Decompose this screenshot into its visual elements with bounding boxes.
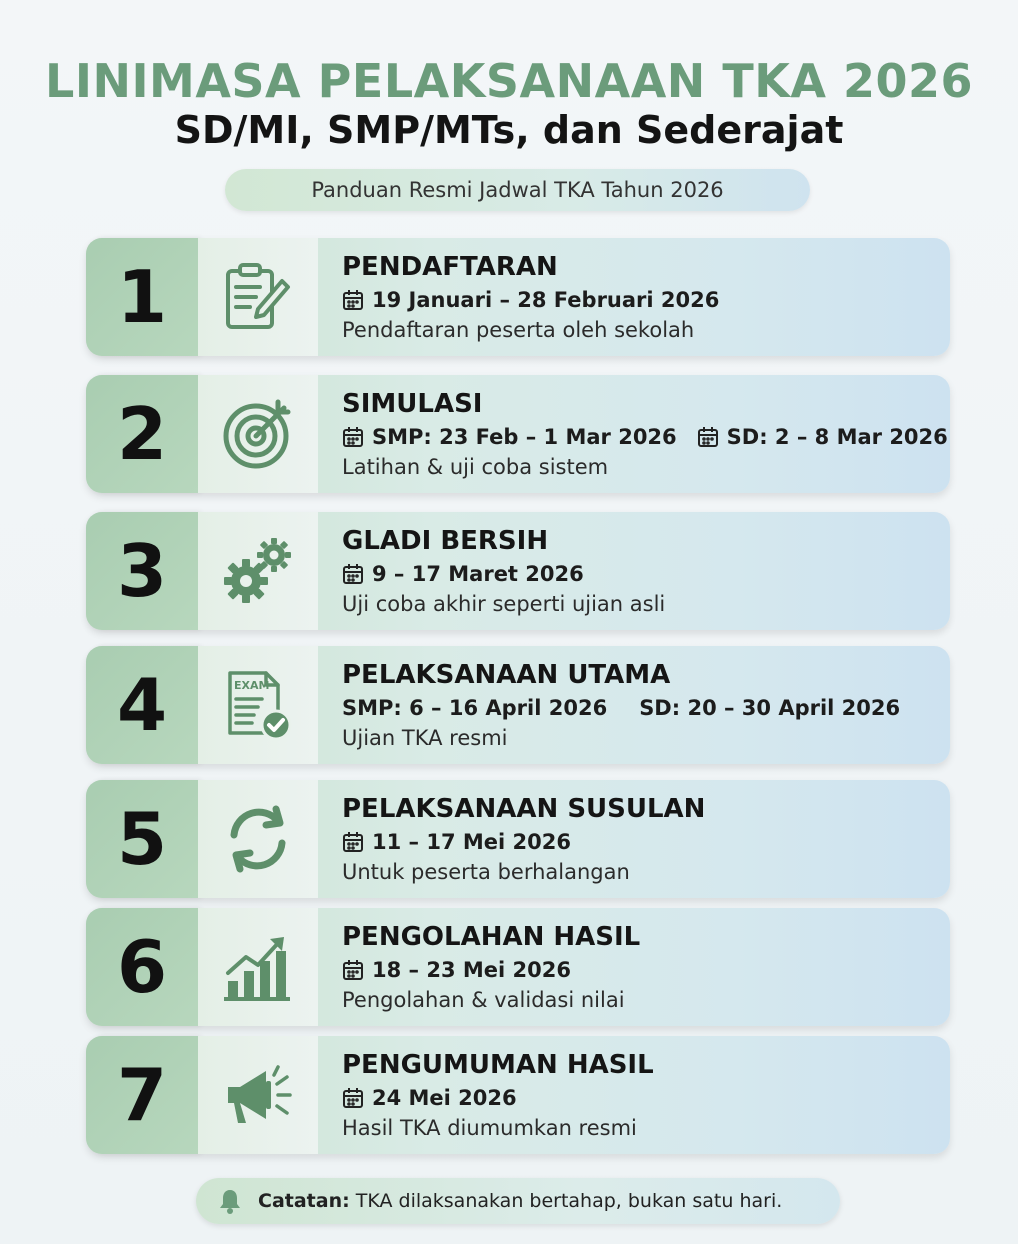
timeline-step-1 [86, 238, 950, 358]
step-number: 1 [116, 255, 168, 339]
step-number-box [86, 646, 198, 764]
clipboard-pen-icon [220, 259, 296, 335]
step-description: Hasil TKA diumumkan resmi [342, 1116, 637, 1140]
step-number: 4 [116, 663, 168, 747]
step-date-text: 9 – 17 Maret 2026 [372, 562, 584, 586]
step-date [342, 288, 719, 312]
step-description: Uji coba akhir seperti ujian asli [342, 592, 666, 616]
tagline-pill: Panduan Resmi Jadwal TKA Tahun 2026 [225, 169, 810, 211]
step-title: PELAKSANAAN UTAMA [342, 660, 671, 690]
step-title: PENDAFTARAN [342, 252, 558, 282]
step-number-box [86, 1036, 198, 1154]
step-date-text: SMP: 6 – 16 April 2026 [342, 696, 608, 720]
step-title: GLADI BERSIH [342, 526, 549, 556]
step-description: Pendaftaran peserta oleh sekolah [342, 318, 695, 342]
timeline-step-5 [86, 780, 950, 900]
step-number-box [86, 238, 198, 356]
target-icon [220, 396, 296, 472]
step-date [342, 1086, 517, 1110]
step-number-box [86, 908, 198, 1026]
timeline-step-2 [86, 375, 950, 495]
step-date [342, 696, 900, 720]
step-number-box [86, 780, 198, 898]
exam-icon [220, 667, 296, 743]
step-date-text: 11 – 17 Mei 2026 [372, 830, 571, 854]
step-date-text: SMP: 23 Feb – 1 Mar 2026 [372, 425, 677, 449]
megaphone-icon [220, 1057, 296, 1133]
page-subtitle: SD/MI, SMP/MTs, dan Sederajat [174, 108, 844, 152]
step-date-text: 18 – 23 Mei 2026 [372, 958, 571, 982]
step-title: SIMULASI [342, 389, 483, 419]
page-title: LINIMASA PELAKSANAAN TKA 2026 [45, 54, 973, 108]
calendar-icon [342, 959, 364, 981]
step-number: 6 [116, 925, 168, 1009]
step-date-text: 19 Januari – 28 Februari 2026 [372, 288, 720, 312]
calendar-icon [342, 563, 364, 585]
timeline-step-6 [86, 908, 950, 1028]
step-date-secondary: SD: 2 – 8 Mar 2026 [726, 425, 948, 449]
step-title: PELAKSANAAN SUSULAN [342, 794, 706, 824]
step-description: Pengolahan & validasi nilai [342, 988, 625, 1012]
refresh-icon [220, 801, 296, 877]
step-date-secondary: SD: 20 – 30 April 2026 [639, 696, 901, 720]
gears-icon [220, 533, 296, 609]
note-label: Catatan: [258, 1190, 350, 1212]
step-number: 2 [116, 392, 168, 476]
step-description: Ujian TKA resmi [342, 726, 508, 750]
bell-icon [216, 1187, 244, 1215]
step-number: 7 [116, 1053, 168, 1137]
timeline-step-7 [86, 1036, 950, 1156]
step-number-box [86, 512, 198, 630]
step-title: PENGOLAHAN HASIL [342, 922, 641, 952]
step-title: PENGUMUMAN HASIL [342, 1050, 654, 1080]
step-date [342, 425, 948, 449]
timeline-step-4 [86, 646, 950, 766]
step-date-text: 24 Mei 2026 [372, 1086, 517, 1110]
note-text: TKA dilaksanakan bertahap, bukan satu hari. [349, 1190, 783, 1212]
step-description: Untuk peserta berhalangan [342, 860, 630, 884]
calendar-icon [342, 831, 364, 853]
step-date [342, 958, 571, 982]
calendar-icon [342, 1087, 364, 1109]
step-number: 5 [116, 797, 168, 881]
step-number: 3 [116, 529, 168, 613]
step-date [342, 562, 584, 586]
step-number-box [86, 375, 198, 493]
calendar-icon [342, 289, 364, 311]
exam-label: EXAM [234, 679, 270, 692]
calendar-icon [697, 426, 719, 448]
step-date [342, 830, 571, 854]
growth-chart-icon [220, 929, 296, 1005]
timeline-step-3 [86, 512, 950, 632]
calendar-icon [342, 426, 364, 448]
step-description: Latihan & uji coba sistem [342, 455, 609, 479]
note-banner [196, 1178, 840, 1224]
